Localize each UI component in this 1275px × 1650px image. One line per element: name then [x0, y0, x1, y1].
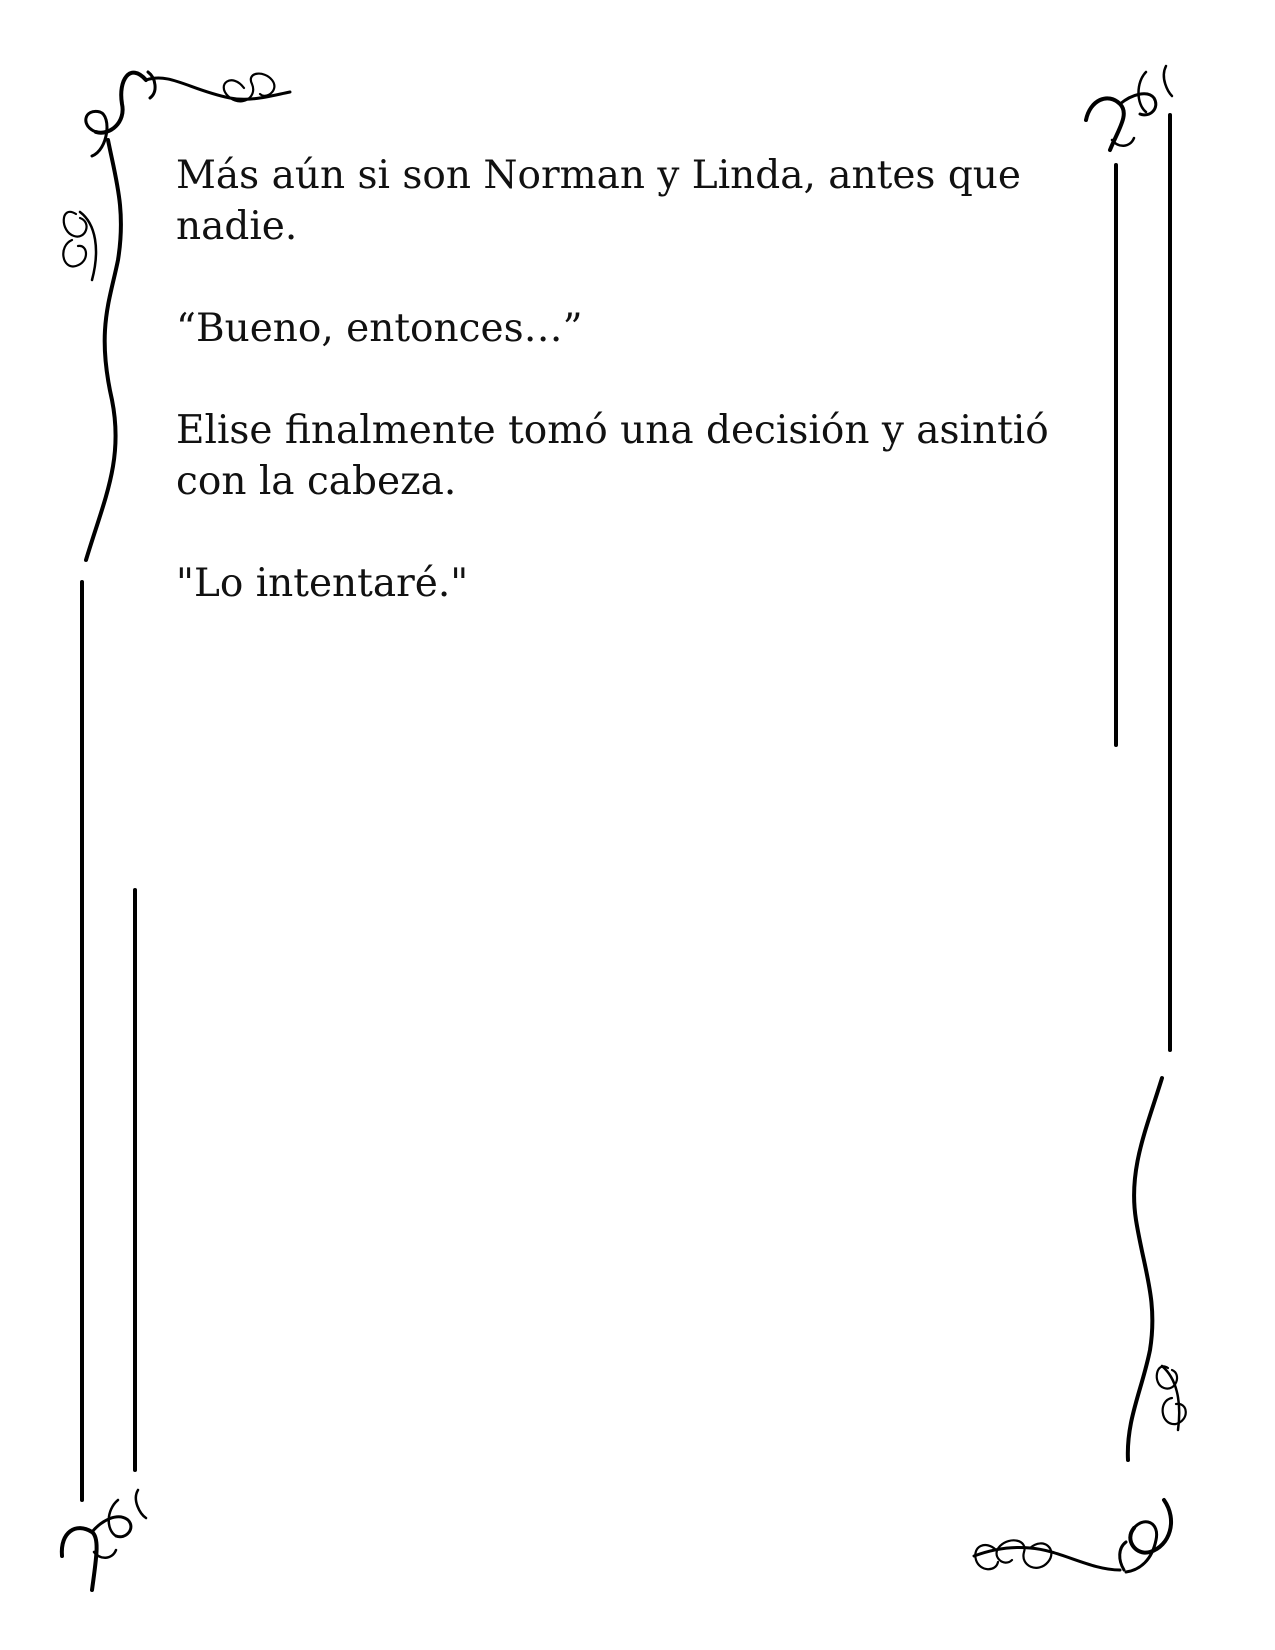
paragraph-3: Elise finalmente tomó una decisión y asintió con la cabeza. [176, 408, 1049, 504]
flourish-top-right-icon [1086, 66, 1172, 150]
flourish-bottom-left-icon [62, 1490, 146, 1590]
text-body [176, 150, 1056, 660]
paragraph-2: “Bueno, entonces…” [176, 306, 583, 351]
paragraph-4: "Lo intentaré." [176, 561, 469, 606]
paragraph-1: Más aún si son Norman y Linda, antes que nadie. [176, 153, 1021, 249]
flourish-bottom-right-icon [974, 1078, 1186, 1572]
